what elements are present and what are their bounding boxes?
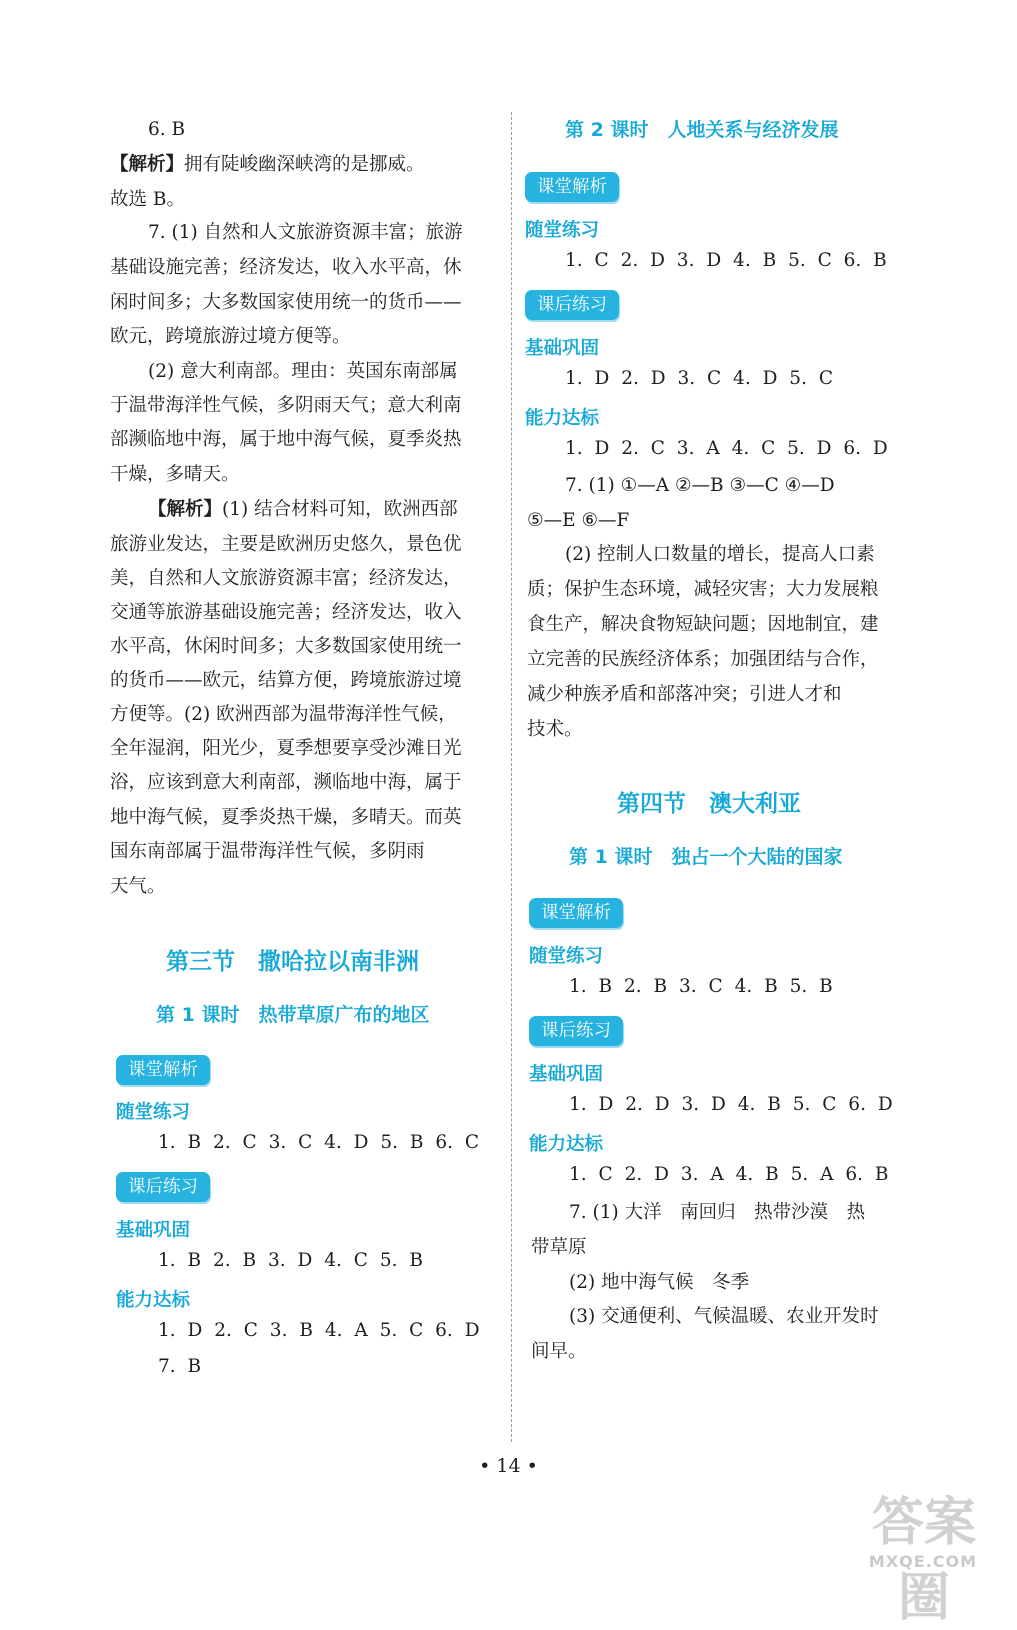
- answer-line: 故选 B。: [110, 189, 185, 210]
- section-title: 第三节 撒哈拉以南非洲: [166, 949, 419, 975]
- analysis-line: 旅游业发达，主要是欧洲历史悠久，景色优: [110, 534, 462, 555]
- analysis-line: 的货币——欧元，结算方便，跨境旅游过境: [110, 670, 462, 691]
- analysis-line: 天气。: [110, 876, 166, 897]
- answer-line: (2) 控制人口数量的增长，提高人口素: [565, 544, 875, 565]
- answer-line: 技术。: [527, 719, 583, 740]
- answer-line: 7. (1) 大洋 南回归 热带沙漠 热: [569, 1202, 866, 1223]
- answer-line: 干燥，多晴天。: [110, 464, 240, 485]
- sub-heading-basic: 基础巩固: [116, 1220, 191, 1241]
- answer-line: 带草原: [531, 1237, 587, 1258]
- sub-heading-practice: 随堂练习: [525, 220, 600, 241]
- lesson-title: 第 2 课时 人地关系与经济发展: [565, 119, 839, 141]
- answer-row: 1. B 2. B 3. C 4. B 5. B: [569, 976, 833, 997]
- analysis-line: 【解析】(1) 结合材料可知，欧洲西部: [148, 499, 458, 520]
- analysis-line: 国东南部属于温带海洋性气候，多阴雨: [110, 841, 425, 862]
- pill-after-class: 课后练习: [529, 1016, 623, 1046]
- answer-line: 减少种族矛盾和部落冲突；引进人才和: [527, 684, 842, 705]
- answer-line: 食生产，解决食物短缺问题；因地制宜，建: [527, 614, 879, 635]
- column-divider: [511, 112, 512, 1442]
- answer-line: 于温带海洋性气候，多阴雨天气；意大利南: [110, 395, 462, 416]
- answer-line: 基础设施完善；经济发达，收入水平高，休: [110, 257, 462, 278]
- pill-after-class: 课后练习: [525, 290, 619, 320]
- answer-row: 1. C 2. D 3. D 4. B 5. C 6. B: [565, 250, 887, 271]
- answer-line: 7. (1) ①—A ②—B ③—C ④—D: [565, 475, 835, 496]
- sub-heading-ability: 能力达标: [116, 1290, 191, 1311]
- answer-row: 1. B 2. C 3. C 4. D 5. B 6. C: [158, 1132, 480, 1153]
- answer-row: 1. D 2. C 3. B 4. A 5. C 6. D: [158, 1320, 480, 1341]
- answer-line: 部濒临地中海，属于地中海气候，夏季炎热: [110, 429, 462, 450]
- sub-heading-ability: 能力达标: [525, 408, 600, 429]
- analysis-line: 水平高，休闲时间多；大多数国家使用统一: [110, 636, 462, 657]
- answer-line: (2) 意大利南部。理由：英国东南部属: [148, 361, 458, 382]
- sub-heading-basic: 基础巩固: [529, 1064, 604, 1085]
- answer-line: (2) 地中海气候 冬季: [569, 1272, 750, 1293]
- analysis-line: 全年湿润，阳光少，夏季想要享受沙滩日光: [110, 738, 462, 759]
- analysis-line: 美，自然和人文旅游资源丰富；经济发达，: [110, 568, 462, 589]
- analysis-line: 【解析】拥有陡峻幽深峡湾的是挪威。: [110, 154, 425, 175]
- sub-heading-practice: 随堂练习: [529, 946, 604, 967]
- lesson-title: 第 1 课时 热带草原广布的地区: [156, 1004, 430, 1026]
- answer-line: 6. B: [148, 119, 186, 140]
- answer-row: 7. B: [158, 1356, 202, 1377]
- analysis-line: 方便等。(2) 欧洲西部为温带海洋性气候，: [110, 704, 457, 725]
- sub-heading-basic: 基础巩固: [525, 338, 600, 359]
- pill-class-analysis: 课堂解析: [529, 898, 623, 928]
- sub-heading-ability: 能力达标: [529, 1134, 604, 1155]
- sub-heading-practice: 随堂练习: [116, 1102, 191, 1123]
- answer-line: 闲时间多；大多数国家使用统一的货币——: [110, 292, 462, 313]
- answer-line: (3) 交通便利、气候温暖、农业开发时: [569, 1306, 879, 1327]
- lesson-title: 第 1 课时 独占一个大陆的国家: [569, 846, 843, 868]
- section-title: 第四节 澳大利亚: [617, 791, 801, 817]
- analysis-line: 地中海气候，夏季炎热干燥，多晴天。而英: [110, 807, 462, 828]
- watermark-logo: [848, 1480, 998, 1628]
- watermark-mark: 答案圈: [871, 1493, 976, 1628]
- answer-line: 欧元，跨境旅游过境方便等。: [110, 326, 351, 347]
- analysis-line: 交通等旅游基础设施完善；经济发达，收入: [110, 602, 462, 623]
- page-number: • 14 •: [479, 1455, 538, 1477]
- answer-line: 立完善的民族经济体系；加强团结与合作，: [527, 649, 879, 670]
- answer-line: ⑤—E ⑥—F: [527, 510, 630, 531]
- pill-class-analysis: 课堂解析: [525, 172, 619, 202]
- answer-row: 1. C 2. D 3. A 4. B 5. A 6. B: [569, 1164, 889, 1185]
- answer-row: 1. D 2. C 3. A 4. C 5. D 6. D: [565, 438, 888, 459]
- analysis-line: 浴，应该到意大利南部，濒临地中海，属于: [110, 772, 462, 793]
- answer-row: 1. D 2. D 3. D 4. B 5. C 6. D: [569, 1094, 893, 1115]
- answer-line: 质；保护生态环境，减轻灾害；大力发展粮: [527, 579, 879, 600]
- watermark-url: MXQE.COM: [868, 1552, 978, 1571]
- answer-line: 7. (1) 自然和人文旅游资源丰富；旅游: [148, 222, 463, 243]
- pill-class-analysis: 课堂解析: [116, 1055, 210, 1085]
- answer-line: 间早。: [531, 1341, 587, 1362]
- answer-row: 1. B 2. B 3. D 4. C 5. B: [158, 1250, 423, 1271]
- pill-after-class: 课后练习: [116, 1172, 210, 1202]
- answer-row: 1. D 2. D 3. C 4. D 5. C: [565, 368, 833, 389]
